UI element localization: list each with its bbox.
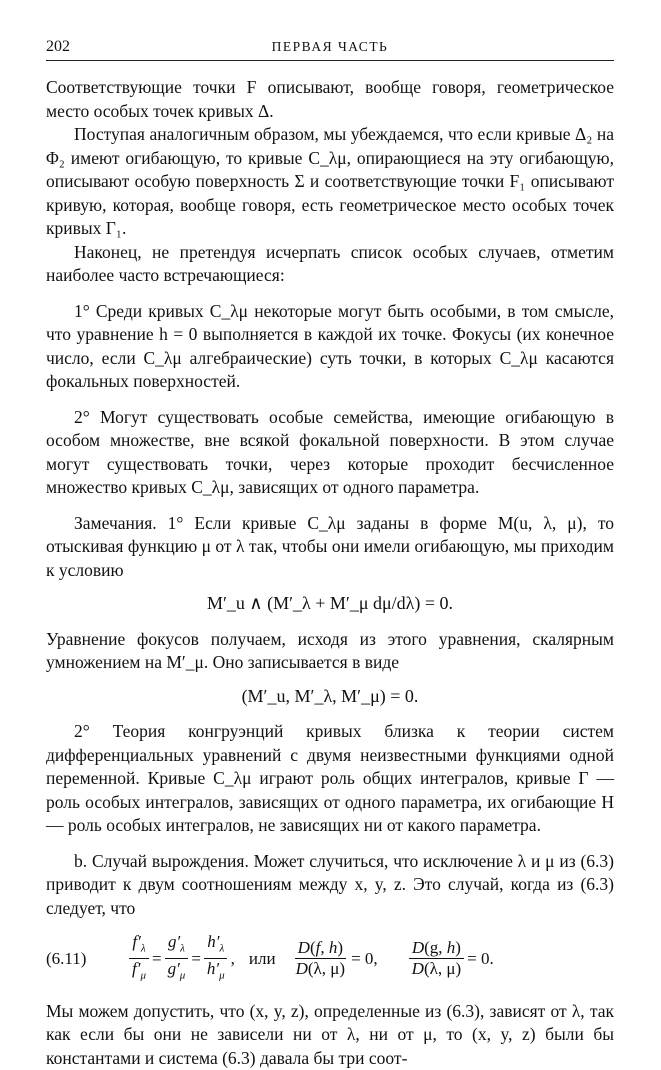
paragraph: 1° Среди кривых C_λμ некоторые могут быть особыми, в том смысле, что уравнение h = 0 выполняется в каждой их точке. Фокусы (их конечное число, если C_λμ алгебраические) суть точки, в которых C_λμ касаются фокальных поверхностей. [46,300,614,391]
paragraph: Уравнение фокусов получаем, исходя из этого уравнения, скалярным умножением на M′_μ. Оно записывается в виде [46,628,614,672]
paragraph: Соответствующие точки F описывают, вообще говоря, геометрическое место особых точек кривых Δ. [46,77,614,121]
page-header [46,38,614,61]
paragraph: Поступая аналогичным образом, мы убеждаемся, что если кривые Δ₂ на Φ₂ имеют огибающую, то кривые C_λμ, опирающиеся на эту огибающую, описывают особую поверхность Σ и соответствующие точки F₁ описывают кривую, которая, вообще говоря, есть геометрическое место особых точек кривых Γ₁. [46,124,614,238]
equation-envelope-condition: M′_u ∧ (M′_λ + M′_μ dμ/dλ) = 0. [206,593,454,613]
running-title: ПЕРВАЯ ЧАСТЬ [271,39,389,54]
fraction: $\frac{f'_\lambda}{f'_\mu}$ [129,932,149,986]
conjunction-or: или [248,949,276,969]
fraction: $\frac{h'_\lambda}{h'_\mu}$ [204,932,228,986]
equation-6-11: (6.11) $\frac{f'_\lambda}{f'_\mu}$ = $\frac{g'_\lambda}{g'_\mu}$ = $\frac{h'_\lambda}{h'_\mu}$ , или $\frac{D(f, h)}{D(\lambda, \mu)}$ = 0, $\frac{D(g, h)}{D(\lambda, \mu)}$ = 0. [46,932,614,986]
fraction: $\frac{D(g, h)}{D(\lambda, \mu)}$ [409,938,464,979]
fraction: $\frac{g'_\lambda}{g'_\mu}$ [165,932,189,986]
paragraph: 2° Могут существовать особые семейства, имеющие огибающую в особом множестве, вне всякой фокальной поверхности. В этом случае могут существовать точки, через которые проходит бесчисленное множество кривых C_λμ, зависящих от одного параметра. [46,406,614,497]
paragraph: Мы можем допустить, что (x, y, z), определенные из (6.3), зависят от λ, так как если бы они не зависели ни от λ, ни от μ, то (x, y, z) были бы константами и система (6.3) давала бы три соот- [46,1000,614,1068]
paragraph: Наконец, не претендуя исчерпать список особых случаев, отметим наиболее часто встречающиеся: [46,241,614,285]
body-text [46,76,614,1070]
equation-foci: (M′_u, M′_λ, M′_μ) = 0. [241,685,419,706]
page-number: 202 [46,38,70,55]
fraction: $\frac{D(f, h)}{D(\lambda, \mu)}$ [295,938,346,979]
paragraph-remarks: Замечания. 1° Если кривые C_λμ заданы в форме M(u, λ, μ), то отыскивая функцию μ от λ так, чтобы они имели огибающую, мы приходим к условию [46,512,614,580]
paragraph-degenerate-case: b. Случай вырождения. Может случиться, что исключение λ и μ из (6.3) приводит к двум соотношениям между x, y, z. Это случай, когда из (6.3) следует, что [46,850,614,918]
equation-number: (6.11) [46,949,87,969]
paragraph: 2° Теория конгруэнций кривых близка к теории систем дифференциальных уравнений с двумя неизвестными функциями одной переменной. Кривые C_λμ играют роль общих интегралов, кривые Γ — роль особых интегралов, зависящих от одного параметра, их огибающие H — роль особых интегралов, не зависящих ни от какого параметра. [46,721,614,835]
